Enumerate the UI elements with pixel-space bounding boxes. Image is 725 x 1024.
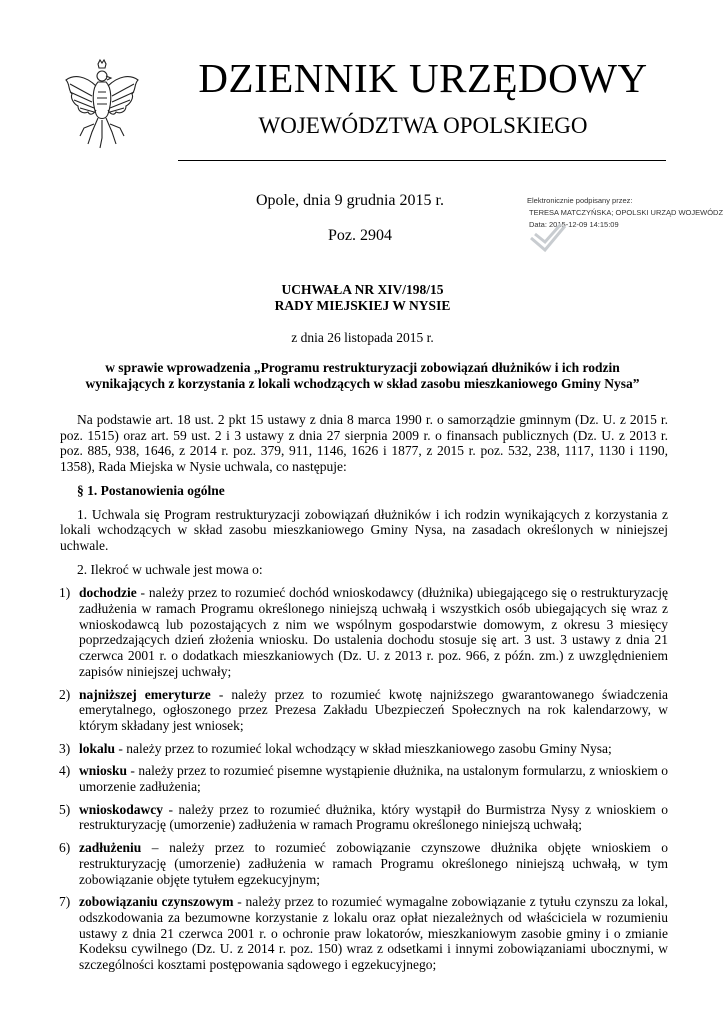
definition-number: 1)	[59, 585, 71, 601]
signature-checkmark-icon	[527, 216, 569, 256]
resolution-number: UCHWAŁA NR XIV/198/15	[281, 282, 444, 297]
definition-term: wnioskodawcy	[79, 801, 164, 817]
resolution-body	[60, 412, 668, 973]
position-number: Poz. 2904	[328, 227, 392, 244]
resolution-subject-line2: wynikających z korzystania z lokali wchodzących w skład zasobu mieszkaniowego Gminy Nysa”	[85, 376, 640, 391]
definition-text: - należy przez to rozumieć wymagalne zobowiązanie z tytułu czynszu za lokal, odszkodowania za bezumowne korzystanie z lokalu oraz opłat niezależnych od właściciela w rozumieniu ustawy z dnia 21 czerwca 2001 r. o ochronie praw lokatorów, mieszkaniowym zasobie gminy i o zmianie Kodeksu cywilnego (Dz. U. z 2014 r. poz. 150) wraz z odsetkami i innymi zobowiązaniami ubocznymi, w szczególności kosztami postępowania sądowego i egzekucyjnego;	[79, 894, 668, 973]
definition-term: zobowiązaniu czynszowym	[79, 894, 234, 910]
definition-text: - należy przez to rozumieć dochód wnioskodawcy (dłużnika) ubiegającego się o restrukturyzację zadłużenia w ramach Programu określonego niniejszą uchwałą i wszystkich osób ubiegających się wraz z wnioskodawcą lub pozostających z nim we wspólnym gospodarstwie domowym, z okresu 3 miesięcy poprzedzających dzień złożenia wniosku. Do ustalenia dochodu stosuje się art. 3 ust. 3 ustawy z dnia 21 czerwca 2001 r. o dodatkach mieszkaniowych (Dz. U. z 2013 r. poz. 966, z późn. zm.) z uwzględnieniem zapisów niniejszej uchwały;	[79, 585, 668, 679]
definition-text: - należy przez to rozumieć pisemne wystąpienie dłużnika, na ustalonym formularzu, z wnioskiem o umorzenie zadłużenia;	[79, 763, 668, 795]
header-divider	[178, 160, 666, 161]
journal-subtitle: WOJEWÓDZTWA OPOLSKIEGO	[258, 113, 588, 138]
preamble: Na podstawie art. 18 ust. 2 pkt 15 ustawy z dnia 8 marca 1990 r. o samorządzie gminnym (Dz. U. z 2015 r. poz. 1515) oraz art. 59 ust. 2 i 3 ustawy z dnia 27 sierpnia 2009 r. o finansach publicznych (Dz. U. z 2013 r. poz. 885, 938, 1646, z 2014 r. poz. 379, 911, 1146, 1626 i 1877, z 2015 r. poz. 532, 238, 1117, 1130 i 1190, 1358), Rada Miejska w Nysie uchwala, co następuje:	[60, 412, 668, 475]
signature-date: Data: 2015-12-09 14:15:09	[529, 220, 619, 229]
definition-item	[60, 585, 668, 679]
definition-text: - należy przez to rozumieć lokal wchodzący w skład mieszkaniowego zasobu Gminy Nysa;	[115, 740, 612, 756]
definition-item	[60, 687, 668, 734]
definition-term: wniosku	[79, 763, 128, 779]
definition-number: 3)	[59, 740, 71, 756]
definition-number: 2)	[59, 686, 71, 702]
definition-term: lokalu	[79, 740, 116, 756]
definition-item	[60, 741, 668, 757]
polish-eagle-emblem	[62, 58, 142, 150]
definition-term: dochodzie	[79, 585, 137, 601]
definition-item	[60, 840, 668, 887]
resolution-subject-line1: w sprawie wprowadzenia „Programu restrukturyzacji zobowiązań dłużników i ich rodzin	[105, 360, 620, 375]
definitions-list	[60, 585, 668, 972]
definition-term: najniższej emeryturze	[79, 686, 211, 702]
signature-signer: TERESA MATCZYŃSKA; OPOLSKI URZĄD WOJEWÓDZ	[529, 208, 724, 217]
definition-text: – należy przez to rozumieć zobowiązanie czynszowe dłużnika objęte wnioskiem o restrukturyzację (umorzenie) zadłużenia w ramach Programu określonego niniejszą uchwałą, w tym zobowiązanie objęte tytułem egzekucyjnym;	[79, 840, 668, 887]
definition-item	[60, 894, 668, 973]
definition-item	[60, 802, 668, 833]
electronic-signature	[525, 196, 725, 256]
place-date: Opole, dnia 9 grudnia 2015 r.	[256, 192, 444, 209]
definition-text: - należy przez to rozumieć dłużnika, który wystąpił do Burmistrza Nysy z wnioskiem o restrukturyzację (umorzenie) zadłużenia w ramach Programu określonego niniejszą uchwałą;	[79, 801, 668, 833]
paragraph-1: 1. Uchwala się Program restrukturyzacji zobowiązań dłużników i ich rodzin wynikających z korzystania z lokali wchodzących w skład zasobu mieszkaniowego Gminy Nysa, na zasadach określonych w niniejszej uchwale.	[60, 506, 668, 553]
section-1-heading: § 1. Postanowienia ogólne	[77, 482, 225, 498]
definition-term: zadłużeniu	[79, 840, 142, 856]
definition-number: 4)	[59, 763, 71, 779]
definition-text: - należy przez to rozumieć kwotę najniższego gwarantowanego świadczenia emerytalnego, ogłoszonego przez Prezesa Zakładu Ubezpieczeń Społecznych na rok kalendarzowy, w którym składany jest wniosek;	[79, 686, 668, 733]
journal-title: DZIENNIK URZĘDOWY	[198, 55, 648, 101]
definition-number: 5)	[59, 801, 71, 817]
resolution-date: z dnia 26 listopada 2015 r.	[291, 330, 434, 345]
definition-item	[60, 763, 668, 794]
resolution-council: RADY MIEJSKIEJ W NYSIE	[274, 298, 451, 313]
definition-number: 6)	[59, 840, 71, 856]
paragraph-2: 2. Ilekroć w uchwale jest mowa o:	[77, 561, 263, 577]
signature-label: Elektronicznie podpisany przez:	[527, 196, 633, 205]
definition-number: 7)	[59, 894, 71, 910]
